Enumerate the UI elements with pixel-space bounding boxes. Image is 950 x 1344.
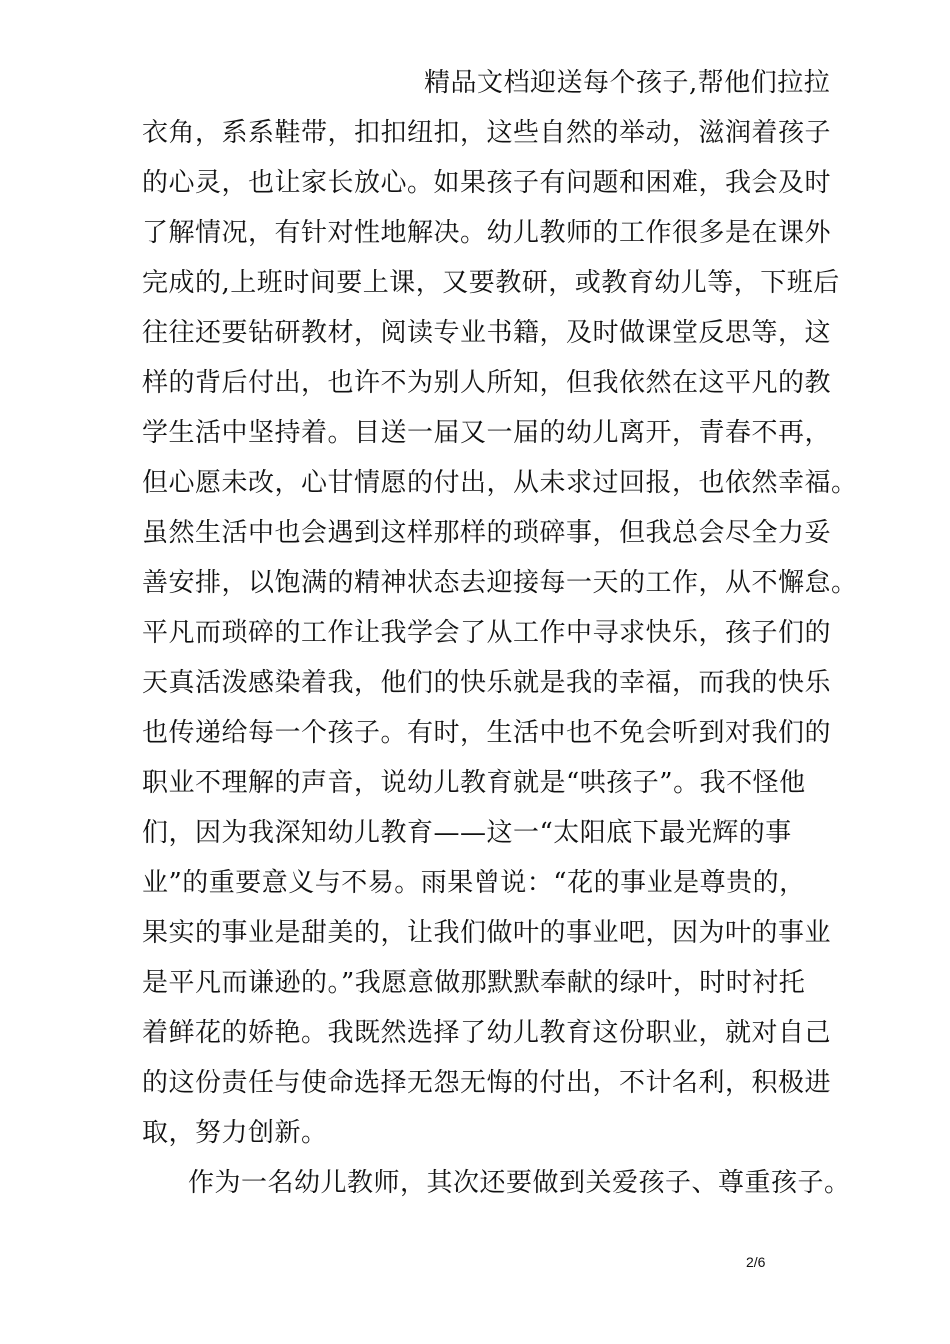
body-text-line: 的这份责任与使命选择无怨无悔的付出，不计名利，积极进	[142, 1068, 832, 1098]
body-text-line: 着鲜花的娇艳。我既然选择了幼儿教育这份职业，就对自己	[142, 1018, 832, 1048]
body-text-line: 们，因为我深知幼儿教育——这一“太阳底下最光辉的事	[142, 818, 792, 848]
body-text-line: 精品文档迎送每个孩子,帮他们拉拉	[424, 68, 831, 98]
body-text-line: 职业不理解的声音，说幼儿教育就是“哄孩子”。我不怪他	[142, 768, 806, 798]
body-text-line: 果实的事业是甜美的，让我们做叶的事业吧，因为叶的事业	[142, 918, 832, 948]
body-text-line: 衣角，系系鞋带，扣扣纽扣，这些自然的举动，滋润着孩子	[142, 118, 832, 148]
page-number: 2/6	[746, 1254, 766, 1270]
body-text-line: 样的背后付出，也许不为别人所知，但我依然在这平凡的教	[142, 368, 832, 398]
body-text-line: 学生活中坚持着。目送一届又一届的幼儿离开，青春不再，	[142, 418, 832, 448]
paragraph-start-line: 作为一名幼儿教师，其次还要做到关爱孩子、尊重孩子。	[188, 1168, 851, 1198]
body-text-line: 往往还要钻研教材，阅读专业书籍，及时做课堂反思等，这	[142, 318, 832, 348]
body-text-line: 虽然生活中也会遇到这样那样的琐碎事，但我总会尽全力妥	[142, 518, 832, 548]
body-text-line: 善安排，以饱满的精神状态去迎接每一天的工作，从不懈怠。	[142, 568, 858, 598]
body-text-line: 取，努力创新。	[142, 1118, 328, 1148]
body-text-line: 完成的,上班时间要上课，又要教研，或教育幼儿等，下班后	[142, 268, 840, 298]
body-text-line: 天真活泼感染着我，他们的快乐就是我的幸福，而我的快乐	[142, 668, 832, 698]
body-text-line: 但心愿未改，心甘情愿的付出，从未求过回报，也依然幸福。	[142, 468, 858, 498]
body-text-line: 业”的重要意义与不易。雨果曾说：“花的事业是尊贵的，	[142, 868, 806, 898]
body-text-line: 也传递给每一个孩子。有时，生活中也不免会听到对我们的	[142, 718, 832, 748]
body-text-line: 平凡而琐碎的工作让我学会了从工作中寻求快乐，孩子们的	[142, 618, 832, 648]
body-text-line: 是平凡而谦逊的。”我愿意做那默默奉献的绿叶，时时衬托	[142, 968, 806, 998]
body-text-line: 的心灵，也让家长放心。如果孩子有问题和困难，我会及时	[142, 168, 832, 198]
body-text-line: 了解情况，有针对性地解决。幼儿教师的工作很多是在课外	[142, 218, 832, 248]
